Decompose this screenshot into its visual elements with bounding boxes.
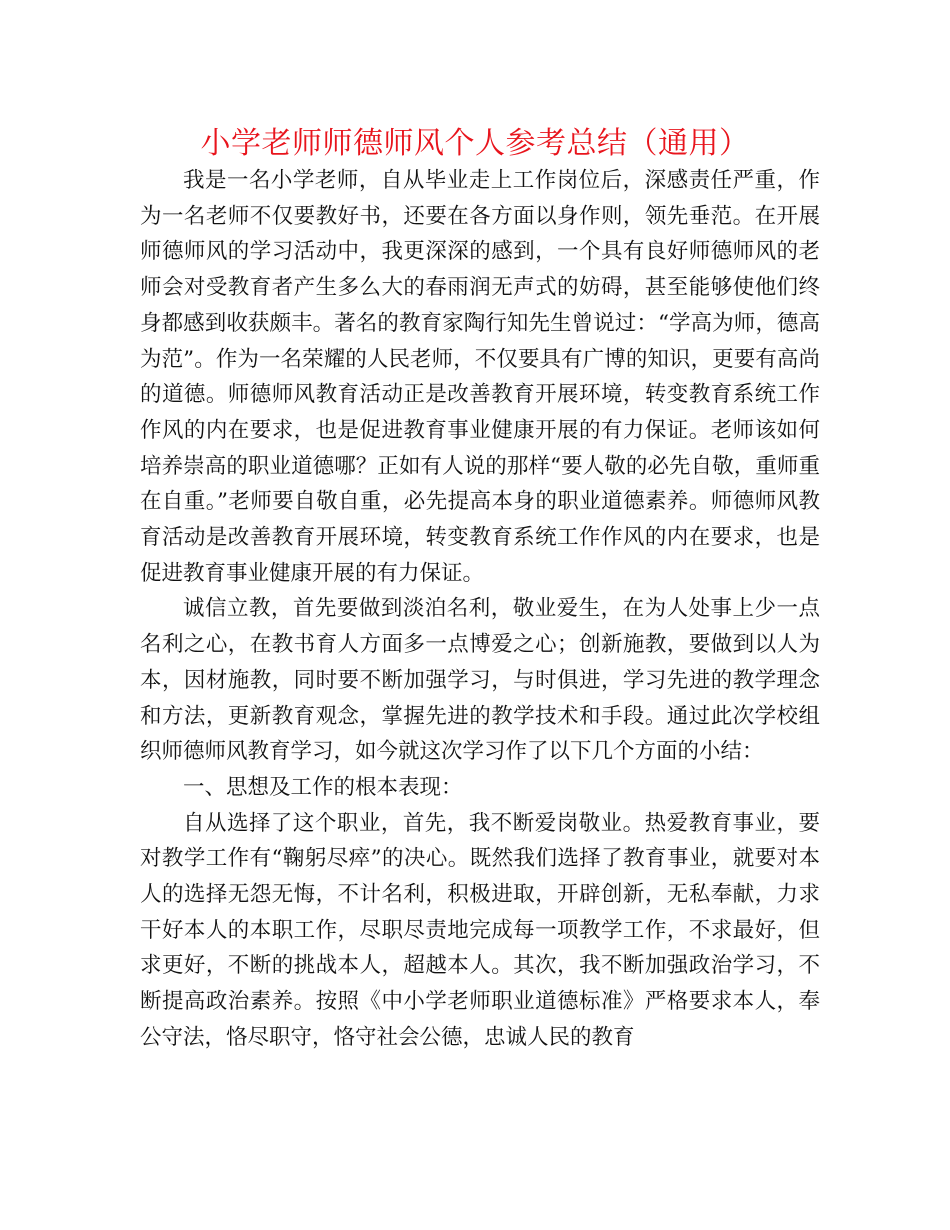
paragraph-integrity: 诚信立教，首先要做到淡泊名利，敬业爱生，在为人处事上少一点名利之心，在教书育人方面多一点博爱之心；创新施教，要做到以人为本，因材施教，同时要不断加强学习，与时俱进，学习先进的教学理念和方法，更新教育观念，掌握先进的教学技术和手段。通过此次学校组织师德师风教育学习，如今就这次学习作了以下几个方面的小结： <box>140 596 820 765</box>
paragraph-career: 自从选择了这个职业，首先，我不断爱岗敬业。热爱教育事业，要对教学工作有“鞠躬尽瘁”的决心。既然我们选择了教育事业，就要对本人的选择无怨无悔，不计名利，积极进取，开辟创新，无私奉献，力求干好本人的本职工作，尽职尽责地完成每一项教学工作，不求最好，但求更好，不断的挑战本人，超越本人。其次，我不断加强政治学习，不断提高政治素养。按照《中小学老师职业道德标准》严格要求本人，奉公守法，恪尽职守，恪守社会公德，忠诚人民的教育 <box>140 810 820 1050</box>
section-heading-1: 一、思想及工作的根本表现： <box>183 774 463 800</box>
document-title: 小学老师师德师风个人参考总结（通用） <box>200 126 750 161</box>
paragraph-intro: 我是一名小学老师，自从毕业走上工作岗位后，深感责任严重，作为一名老师不仅要教好书，还要在各方面以身作则，领先垂范。在开展师德师风的学习活动中，我更深深的感到，一个具有良好师德师风的老师会对受教育者产生多么大的春雨润无声式的妨碍，甚至能够使他们终身都感到收获颇丰。著名的教育家陶行知先生曾说过：“学高为师，德高为范”。作为一名荣耀的人民老师，不仅要具有广博的知识，更要有高尚的道德。师德师风教育活动正是改善教育开展环境，转变教育系统工作作风的内在要求，也是促进教育事业健康开展的有力保证。老师该如何培养崇高的职业道德哪？正如有人说的那样“要人敬的必先自敬，重师重在自重。”老师要自敬自重，必先提高本身的职业道德素养。师德师风教育活动是改善教育开展环境，转变教育系统工作作风的内在要求，也是促进教育事业健康开展的有力保证。 <box>140 168 820 586</box>
document-body <box>140 163 820 1056</box>
